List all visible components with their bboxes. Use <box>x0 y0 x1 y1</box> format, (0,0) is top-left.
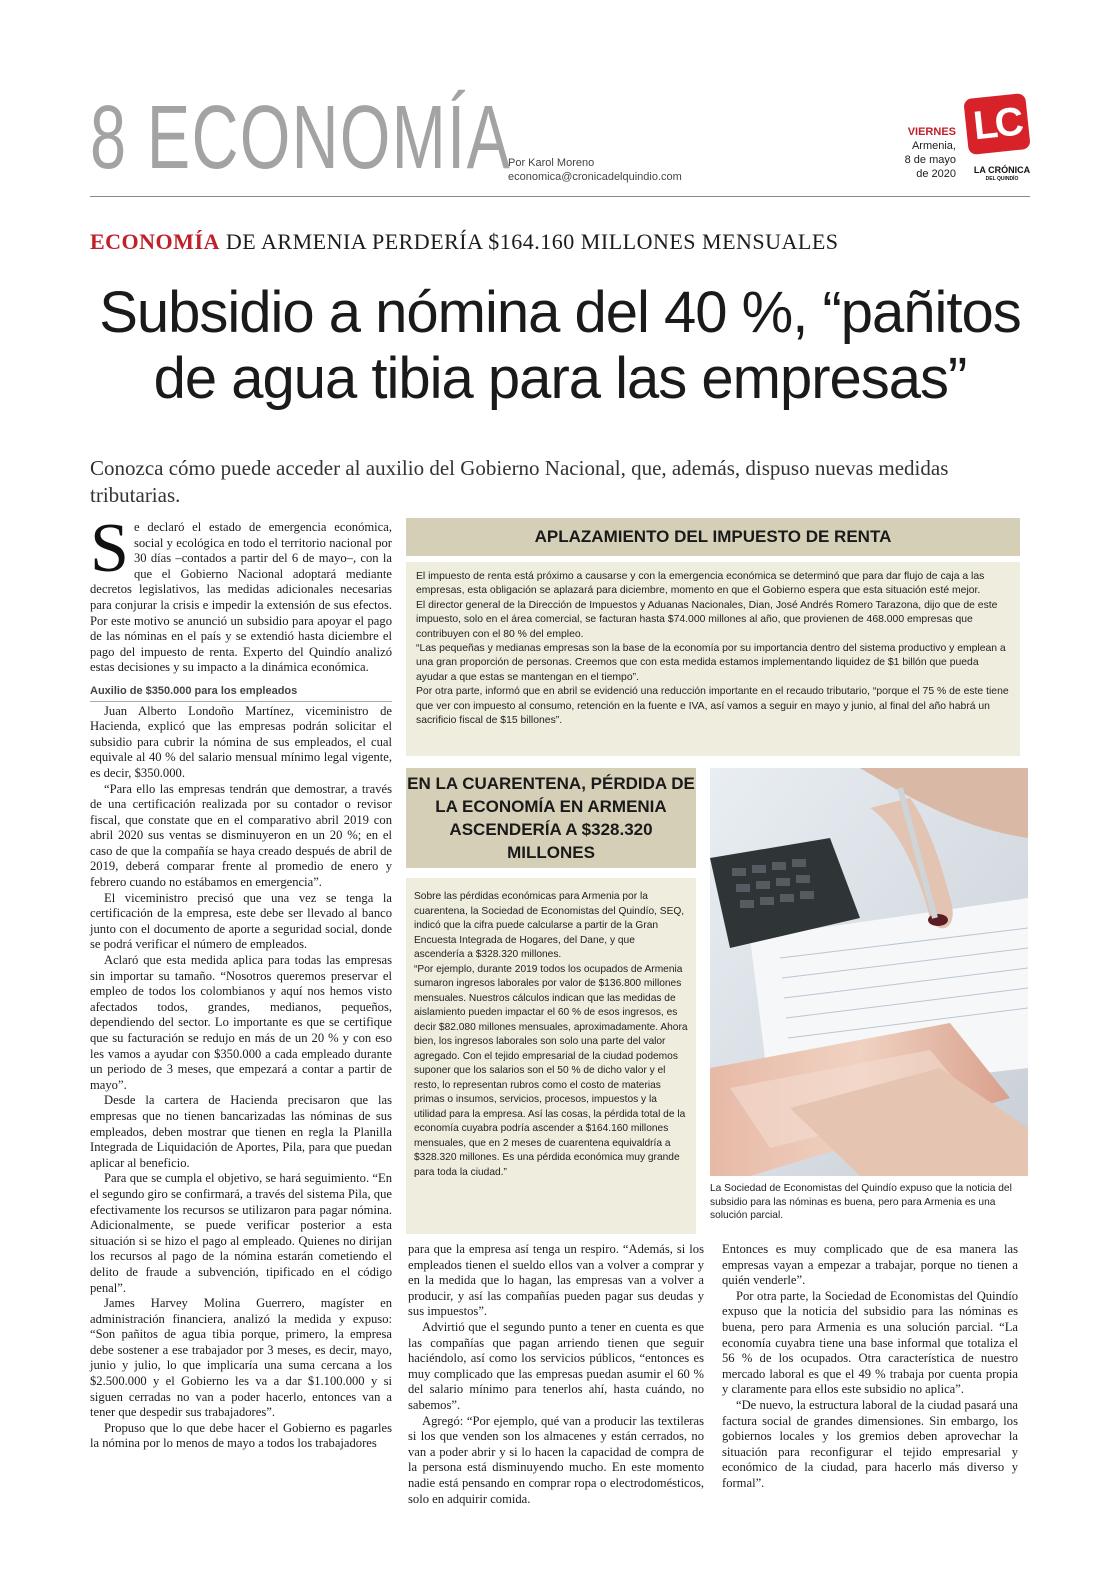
cuarentena-box <box>406 878 696 1234</box>
paragraph: Desde la cartera de Hacienda precisaron que las empresas que no tienen bancarizadas las nóminas de sus empleados, deben mostrar que tienen en regla la Planilla Integrada de Liquidación de Aportes, Pila, para que puedan aplicar al beneficio. <box>90 1093 392 1170</box>
paragraph: Advirtió que el segundo punto a tener en cuenta es que las compañías que pagan arriendo tienen que seguir haciéndolo, así como los servicios públicos, “entonces es muy complicado que las empresas puedan asumir el 60 % del salario mínimo para tenerlos ahí, hasta cuándo, no sabemos”. <box>408 1319 704 1412</box>
weekday: VIERNES <box>907 126 956 138</box>
deck: Conozca cómo puede acceder al auxilio del Gobierno Nacional, que, además, dispuso nuevas medidas tributarias. <box>90 456 949 507</box>
paragraph: “Para ello las empresas tendrán que demostrar, a través de una certificación realizada por su contador o revisor fiscal, que constate que en el comparativo abril 2019 con abril 2020 sus ventas se disminuyeron en un 20 %; en el caso de que la compañía se haya creado después de abril de 2019, deberá comparar frente al promedio de enero y febrero cuando no estábamos en emergencia”. <box>90 781 392 890</box>
page-section-title: 8 ECONOMÍA <box>90 88 512 188</box>
logo-name: LA CRÓNICA <box>973 165 1031 175</box>
renta-box-title: APLAZAMIENTO DEL IMPUESTO DE RENTA <box>406 518 1020 556</box>
paragraph: Para que se cumpla el objetivo, se hará seguimiento. “En el segundo giro se confirmará, a través del sistema Pila, que efectivamente los recursos se utilizaron para pagar nómina. Adicionalmente, se puede verificar posterior a esta situación si se hizo el pago al empleado. Quienes no dirijan los recursos al pago de la nómina estarán cometiendo el delito de fraude a subvención, tipificado en el código penal”. <box>90 1171 392 1295</box>
renta-paragraph: El impuesto de renta está próximo a causarse y con la emergencia económica se determinó que para dar flujo de caja a las empresas, esta obligación se aplazará para diciembre, momento en que el Gobierno espera que esta situación esté mejor. <box>416 571 985 597</box>
cuarentena-box-title: EN LA CUARENTENA, PÉRDIDA DE LA ECONOMÍA EN ARMENIA ASCENDERÍA A $328.320 MILLONES <box>406 768 696 868</box>
cuarentena-paragraph: Sobre las pérdidas económicas para Armenia por la cuarentena, la Sociedad de Economistas del Quindío, SEQ, indicó que la cifra puede calcularse a partir de la Gran Encuesta Integrada de Hogares, del Dane, y que ascendería a $328.320 millones. <box>414 891 685 960</box>
paragraph: para que la empresa así tenga un respiro. “Además, si los empleados tienen el sueldo ellos van a volver a comprar y en la medida que lo hagan, las empresas van a volver a producir, y así las compañías pueden pagar sus deudas y sus impuestos”. <box>408 1242 704 1319</box>
author-email[interactable]: economica@cronicadelquindio.com <box>508 171 682 183</box>
logo-subtitle: DEL QUINDÍO <box>985 176 1019 182</box>
kicker-text: DE ARMENIA PERDERÍA $164.160 MILLONES MENSUALES <box>219 229 839 254</box>
kicker <box>90 228 839 256</box>
paragraph: El viceministro precisó que una vez se tenga la certificación de la empresa, este debe ser llevado al banco junto con el documento de aporte a seguridad social, donde se podrá verificar el número de empleados. <box>90 890 392 952</box>
paragraph: Propuso que lo que debe hacer el Gobierno es pagarles la nómina por lo menos de mayo a todos los trabajadores <box>90 1420 392 1451</box>
date-block <box>876 125 956 181</box>
subhead: Auxilio de $350.000 para los empleados <box>90 684 392 702</box>
intro-paragraph <box>90 510 392 676</box>
paragraph: Juan Alberto Londoño Martínez, viceministro de Hacienda, explicó que las empresas podrán solicitar el subsidio para cubrir la nómina de sus empleados, el cual equivale al 40 % del salario mensual mínimo legal vigente, es decir, $350.000. <box>90 703 392 780</box>
paragraph: “De nuevo, la estructura laboral de la ciudad pasará una factura social de grandes dimensiones. Sin embargo, los gobiernos locales y los gremios deben aprovechar la situación para reconfigurar el tejido empresarial y económico de la ciudad, para hacerlo más diverso y formal”. <box>722 1397 1018 1490</box>
renta-paragraph: Por otra parte, informó que en abril se evidenció una reducción importante en el recaudo tributario, “porque el 75 % de este tiene que ver con impuesto al consumo, retención en la fuente e IVA, así vamos a seguir en mayo y junio, al final del año habrá un sacrificio fiscal de $15 billones”. <box>416 686 1009 727</box>
drop-cap: S <box>90 510 129 587</box>
paragraph: Agregó: “Por ejemplo, qué van a producir las textileras si los que venden son los almacenes y están cerrados, no van a poder abrir y si lo hacen la capacidad de compra de la persona está disminuyendo mucho. En este momento nadie está pensando en comprar ropa o electrodomésticos, solo en adquirir comida. <box>408 1413 704 1506</box>
date: 8 de mayo <box>904 154 956 166</box>
intro-text: e declaró el estado de emergencia económica, social y ecológica en todo el territorio nacional por 30 días –contados a partir del 6 de mayo–, con la que el Gobierno Nacional adoptará mediante decretos legislativos, las medidas adicionales necesarias para conjurar la crisis e impedir la extensión de sus efectos. Por este motivo se anunció un subsidio para apoyar el pago de las nóminas en el país y se extendió hasta diciembre el pago del impuesto de renta. Experto del Quindío analizó estas decisiones y su impacto a la dinámica económica. <box>90 520 392 675</box>
column-2 <box>408 1242 704 1507</box>
newspaper-logo: LC <box>963 93 1031 155</box>
paragraph: Aclaró que esta medida aplica para todas las empresas sin importar su tamaño. “Nosotros queremos preservar el empleo de todos los colombianos y aquí nos hemos visto afectados todos, grandes, medianos, pequeños, dependiendo del sector. Lo importante es que se certifique que su facturación se redujo en más de un 20 % y con eso les vamos a ayudar con $350.000 a cada empleado durante un periodo de 3 meses, que empezará a contar a partir de mayo”. <box>90 953 392 1092</box>
year: de 2020 <box>916 168 956 180</box>
city: Armenia, <box>911 140 956 152</box>
column-3 <box>722 1242 1018 1492</box>
byline <box>508 156 682 184</box>
photo-caption: La Sociedad de Economistas del Quindío expuso que la noticia del subsidio para las nóminas es buena, pero para Armenia es una solución parcial. <box>710 1183 1012 1221</box>
column-1 <box>90 510 392 1452</box>
renta-box <box>406 562 1020 756</box>
photo-illustration <box>710 768 1028 1176</box>
headline: Subsidio a nómina del 40 %, “pañitos de agua tibia para las empresas” <box>99 280 1021 411</box>
article-photo <box>710 768 1028 1176</box>
kicker-label: ECONOMÍA <box>90 229 220 254</box>
paragraph: James Harvey Molina Guerrero, magíster en administración financiera, analizó la medida y expuso: “Son pañitos de agua tibia porque, primero, la empresa debe sostener a ese trabajador por 3 meses, es decir, mayo, junio y julio, lo que implicaría una suma cercana a los $2.500.000 y el Gobierno les va a dar $1.100.000 y si siguen cerradas no van a poder hacerlo, entonces van a tener que despedir sus trabajadores”. <box>90 1296 392 1420</box>
paragraph: Entonces es muy complicado que de esa manera las empresas vayan a empezar a trabajar, porque no tienen a quién venderle”. <box>722 1242 1018 1288</box>
cuarentena-paragraph: “Por ejemplo, durante 2019 todos los ocupados de Armenia sumaron ingresos laborales por valor de $136.800 millones mensuales. Nuestros cálculos indican que las medidas de aislamiento pueden impactar el 60 % de esos ingresos, es decir $82.080 millones mensuales, aproximadamente. Ahora bien, los ingresos laborales son solo una parte del valor agregado. Con el tejido empresarial de la ciudad podemos suponer que los salarios son el 50 % de dicho valor y el resto, lo representan rubros como el costo de materias primas o insumos, servicios, procesos, impuestos y la utilidad para la empresa. Así las cosas, la pérdida total de la economía cuyabra podría ascender a $164.160 millones mensuales, que en 2 meses de cuarentena equivaldría a $328.320 millones. Es una pérdida económica muy grande para toda la ciudad.” <box>414 963 688 1178</box>
renta-paragraph: El director general de la Dirección de Impuestos y Aduanas Nacionales, Dian, José Andrés Romero Tarazona, dijo que de este impuesto, solo en el área comercial, se facturan hasta $74.000 millones al año, que provienen de 468.000 empresas que contribuyen con el 80 % del empleo. <box>416 599 998 640</box>
header-divider <box>90 196 1030 197</box>
paragraph: Por otra parte, la Sociedad de Economistas del Quindío expuso que la noticia del subsidio para las nóminas es buena, pero para Armenia es una solución parcial. “La economía cuyabra tiene una base informal que totaliza el 56 % de los ocupados. Otra característica de nuestro mercado laboral es que el 49 % trabaja por cuenta propia y claramente para ellos este subsidio no aplica”. <box>722 1288 1018 1397</box>
author-name: Por Karol Moreno <box>508 157 595 169</box>
renta-paragraph: “Las pequeñas y medianas empresas son la base de la economía por su importancia dentro del sistema productivo y emplean a una gran proporción de personas. Creemos que con esta medida estamos implementando liquidez de $1 billón que pueda ayudar a que estas se mantengan en el tiempo”. <box>416 643 1006 683</box>
